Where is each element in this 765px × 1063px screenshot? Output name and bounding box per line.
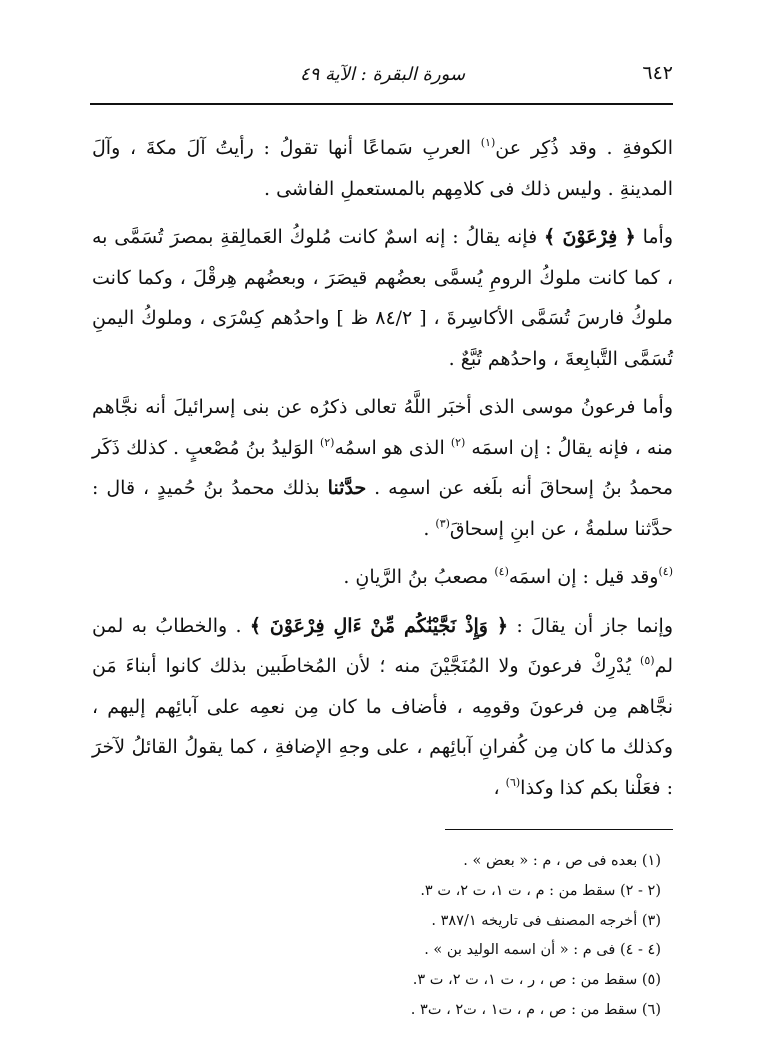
quran-bracket-open: ﴿ bbox=[624, 226, 636, 248]
paragraph-3: وأما فرعونُ موسى الذى أخبَر اللَّهُ تعالى ذكرُه عن بنى إسرائيلَ أنه نجَّاهم منه ، فإنه يقالُ : إن اسمَه $^{(٢)}$ الذى هو اسمُه$^{(٢)}$ الوَليدُ بنُ مُصْعبٍ . كذلك ذَكَر محمدُ بنُ إسحاقَ أنه بلَغه عن اسمِه . حدَّثنا بذلك محمدُ بنُ حُميدٍ ، قال : حدَّثنا سلمةُ ، عن ابنِ إسحاقَ$^{(٣)}$ . bbox=[92, 396, 673, 540]
footnote-5: (٥) سقط من : ص ، ر ، ت ١، ت ٢، ت ٣. bbox=[412, 972, 661, 989]
footnote-2: (٢ - ٢) سقط من : م ، ت ١، ت ٢، ت ٣. bbox=[420, 882, 661, 899]
paragraph-4: $^{(٤)}$وقد قيل : إن اسمَه$^{(٤)}$ مصعبُ بنُ الرَّيانِ . bbox=[343, 565, 673, 588]
footnote-4: (٤ - ٤) فى م : « أن اسمه الوليد بن » . bbox=[424, 942, 661, 959]
footnote-marker-1[interactable]: (١) bbox=[480, 136, 496, 149]
footnote-marker-4[interactable]: (٤) bbox=[658, 565, 673, 578]
page-header bbox=[92, 58, 673, 94]
footnote-marker-6[interactable]: (٦) bbox=[505, 775, 521, 789]
quran-bracket-open: ﴿ bbox=[496, 614, 508, 637]
footnote-6: (٦) سقط من : ص ، م ، ت١ ، ت٢ ، ت٣ . bbox=[410, 1001, 661, 1018]
page-number: ٦٤٢ bbox=[642, 62, 673, 84]
header-rule bbox=[90, 103, 673, 105]
footnote-separator bbox=[445, 829, 673, 830]
footnote-marker-4-end[interactable]: (٤) bbox=[494, 565, 509, 578]
footnote-marker-3[interactable]: (٣) bbox=[435, 516, 450, 530]
footnote-marker-2-end[interactable]: (٢) bbox=[319, 435, 335, 449]
footnote-1: (١) بعده فى ص ، م : « بعض » . bbox=[463, 853, 661, 869]
quran-quote: فِرْعَوْنَ bbox=[555, 226, 625, 248]
quran-bracket-close: ﴾ bbox=[249, 614, 261, 637]
paragraph-5: وإنما جاز أن يقالَ : ﴿ وَإِذْ نَجَّيْنَٰكُم مِّنْ ءَالِ فِرْعَوْنَ ﴾ . والخطابُ به لمن لم$^{(٥)}$ يُدْرِكْ فرعونَ ولا المُنَجَّيْنَ منه ؛ لأن المُخاطَبين بذلك كانوا أبناءَ مَن نجَّاهم مِن فرعونَ وقومِه ، فأضاف ما كان مِن نعمِه على آبائِهم إليهم ، وكذلك ما كان مِن كُفرانِ آبائِهم ، على وجهِ الإضافةِ ، كما يقولُ القائلُ لآخرَ : فعَلْنا بكم كذا وكذا$^{(٦)}$ ، bbox=[92, 614, 673, 799]
footnote-3: (٣) أخرجه المصنف فى تاريخه ٣٨٧/١ . bbox=[431, 912, 661, 929]
main-text bbox=[92, 128, 673, 808]
footnotes bbox=[92, 847, 661, 1026]
quran-quote: وَإِذْ نَجَّيْنَٰكُم مِّنْ ءَالِ فِرْعَوْنَ bbox=[261, 614, 497, 637]
paragraph-1: الكوفةِ . وقد ذُكِر عن$^{(١)}$ العربِ سَماعًا أنها تقولُ : رأيتُ آلَ مكةَ ، وآلَ المدينةِ . وليس ذلك فى كلامِهم بالمستعملِ الفاشى . bbox=[92, 136, 673, 200]
bold-narration: حدَّثنا bbox=[327, 477, 367, 499]
footnote-marker-5[interactable]: (٥) bbox=[640, 654, 655, 667]
running-title: سورة البقرة : الآية ٤٩ bbox=[299, 64, 466, 85]
quran-bracket-close: ﴾ bbox=[544, 226, 556, 248]
footnote-marker-2[interactable]: (٢) bbox=[450, 435, 466, 449]
paragraph-2: وأما ﴿ فِرْعَوْنَ ﴾ فإنه يقالُ : إنه اسمٌ كانت مُلوكُ العَمالِقةِ بمصرَ تُسَمَّى به ، كما كانت ملوكُ الرومِ يُسمَّى بعضُهم قيصَرَ ، وبعضُهم هِرقْلَ ، وكما كانت ملوكُ فارسَ تُسَمَّى الأكاسِرةَ ، [ ٨٤/٢ ظ ] واحدُهم كِسْرَى ، وملوكُ اليمنِ تُسَمَّى التَّبابِعةَ ، واحدُهم تُبَّعٌ . bbox=[92, 226, 674, 370]
